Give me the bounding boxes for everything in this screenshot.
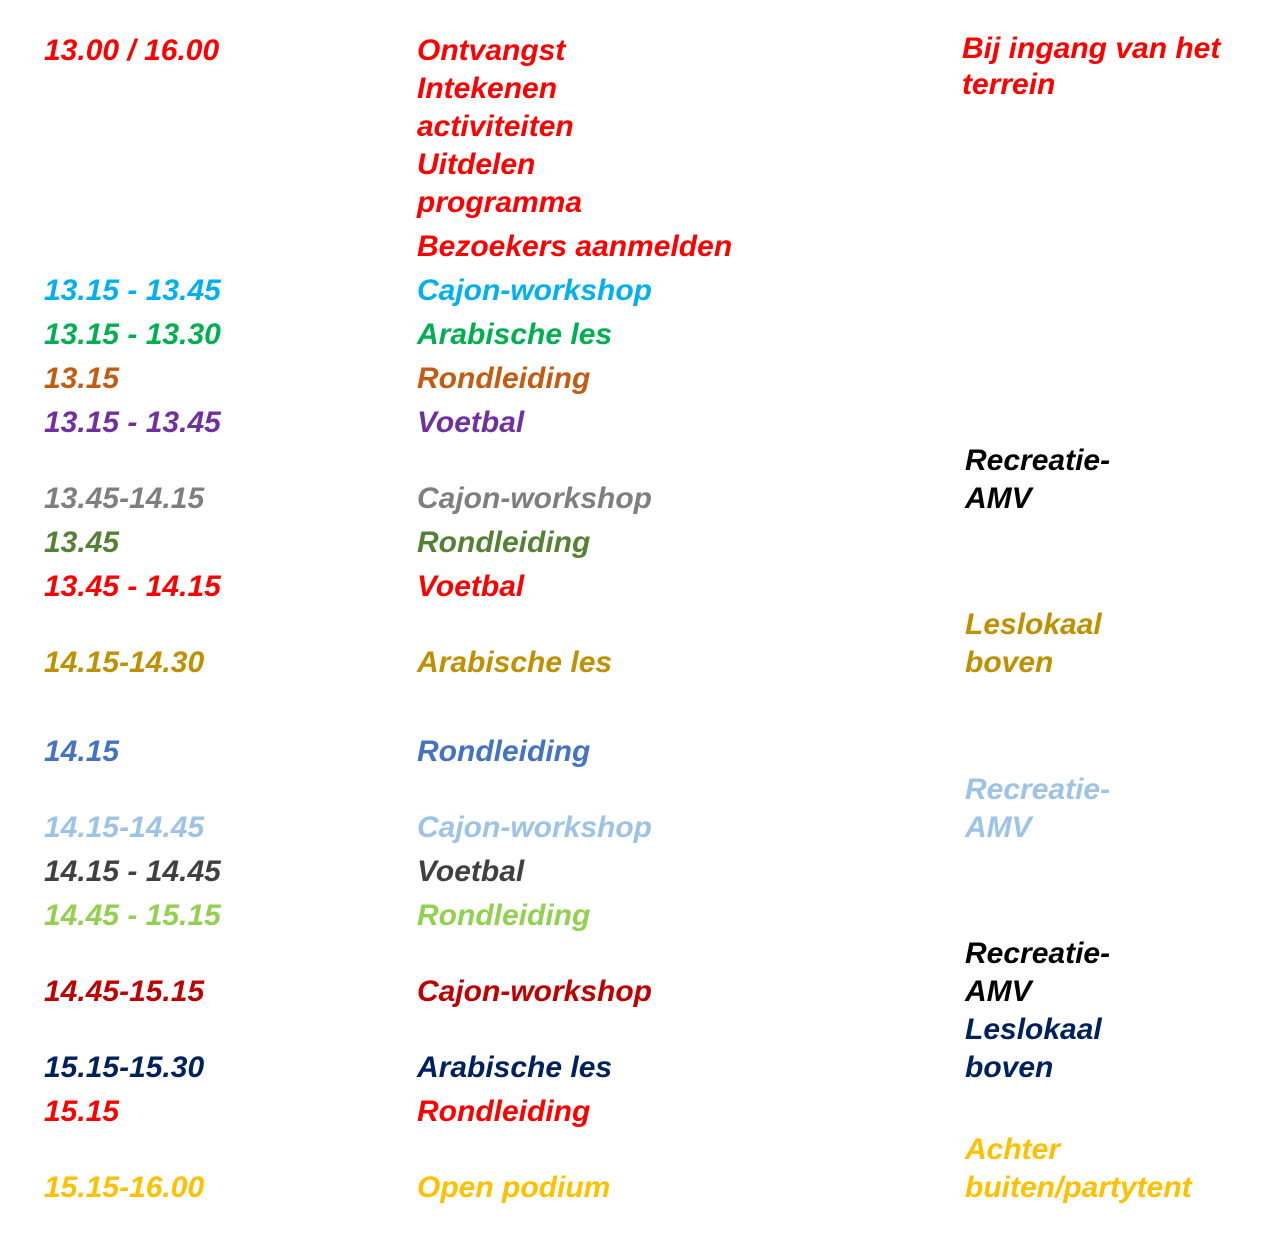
- activity-line: Voetbal: [417, 855, 525, 888]
- time-slot: 15.15-15.30: [44, 1051, 205, 1084]
- location-line: Achter: [965, 1133, 1061, 1166]
- activity-line: Intekenen: [417, 72, 558, 105]
- activity-line: Rondleiding: [417, 526, 591, 559]
- activity-line: Ontvangst: [417, 34, 566, 67]
- time-slot: 14.45 - 15.15: [44, 899, 221, 932]
- activity-line: Cajon-workshop: [417, 975, 653, 1008]
- activity-line: Voetbal: [417, 406, 525, 439]
- activity-line: activiteiten: [417, 110, 574, 143]
- time-slot: 14.15-14.30: [44, 646, 205, 679]
- time-slot: 14.15: [44, 735, 120, 768]
- activity-line: Voetbal: [417, 570, 525, 603]
- time-slot: 15.15-16.00: [44, 1171, 205, 1204]
- activity-line: Cajon-workshop: [417, 811, 653, 844]
- time-slot: 13.45 - 14.15: [44, 570, 221, 603]
- time-slot: 13.45-14.15: [44, 482, 205, 515]
- activity-line: programma: [417, 186, 583, 219]
- activity-line: Bezoekers aanmelden: [417, 230, 733, 263]
- location-line: AMV: [965, 811, 1032, 844]
- time-slot: 13.15 - 13.30: [44, 318, 221, 351]
- activity-line: Cajon-workshop: [417, 482, 653, 515]
- location-line: Leslokaal: [965, 608, 1102, 641]
- activity-line: Rondleiding: [417, 362, 591, 395]
- activity-line: Uitdelen: [417, 148, 536, 181]
- time-slot: 14.45-15.15: [44, 975, 205, 1008]
- location-line: AMV: [965, 975, 1032, 1008]
- time-slot: 15.15: [44, 1095, 120, 1128]
- location-line: Recreatie-: [965, 937, 1111, 970]
- activity-line: Arabische les: [417, 318, 613, 351]
- location-line: Recreatie-: [965, 773, 1111, 806]
- activity-line: Rondleiding: [417, 899, 591, 932]
- location-line: Recreatie-: [965, 444, 1111, 477]
- location-line: boven: [965, 1051, 1054, 1084]
- time-slot: 14.15 - 14.45: [44, 855, 221, 888]
- location-line: buiten/partytent: [965, 1171, 1192, 1204]
- location-line: AMV: [965, 482, 1032, 515]
- location-line: Leslokaal: [965, 1013, 1102, 1046]
- time-slot: 13.15 - 13.45: [44, 274, 221, 307]
- time-slot: 14.15-14.45: [44, 811, 205, 844]
- activity-line: Cajon-workshop: [417, 274, 653, 307]
- time-slot: 13.15: [44, 362, 120, 395]
- activity-line: Rondleiding: [417, 735, 591, 768]
- location-line: boven: [965, 646, 1054, 679]
- location-line: terrein: [962, 68, 1056, 101]
- time-slot: 13.45: [44, 526, 120, 559]
- activity-line: Arabische les: [417, 1051, 613, 1084]
- activity-line: Open podium: [417, 1171, 611, 1204]
- activity-line: Arabische les: [417, 646, 613, 679]
- time-slot: 13.15 - 13.45: [44, 406, 221, 439]
- time-slot: 13.00 / 16.00: [44, 34, 220, 67]
- location-line: Bij ingang van het: [962, 32, 1221, 65]
- activity-line: Rondleiding: [417, 1095, 591, 1128]
